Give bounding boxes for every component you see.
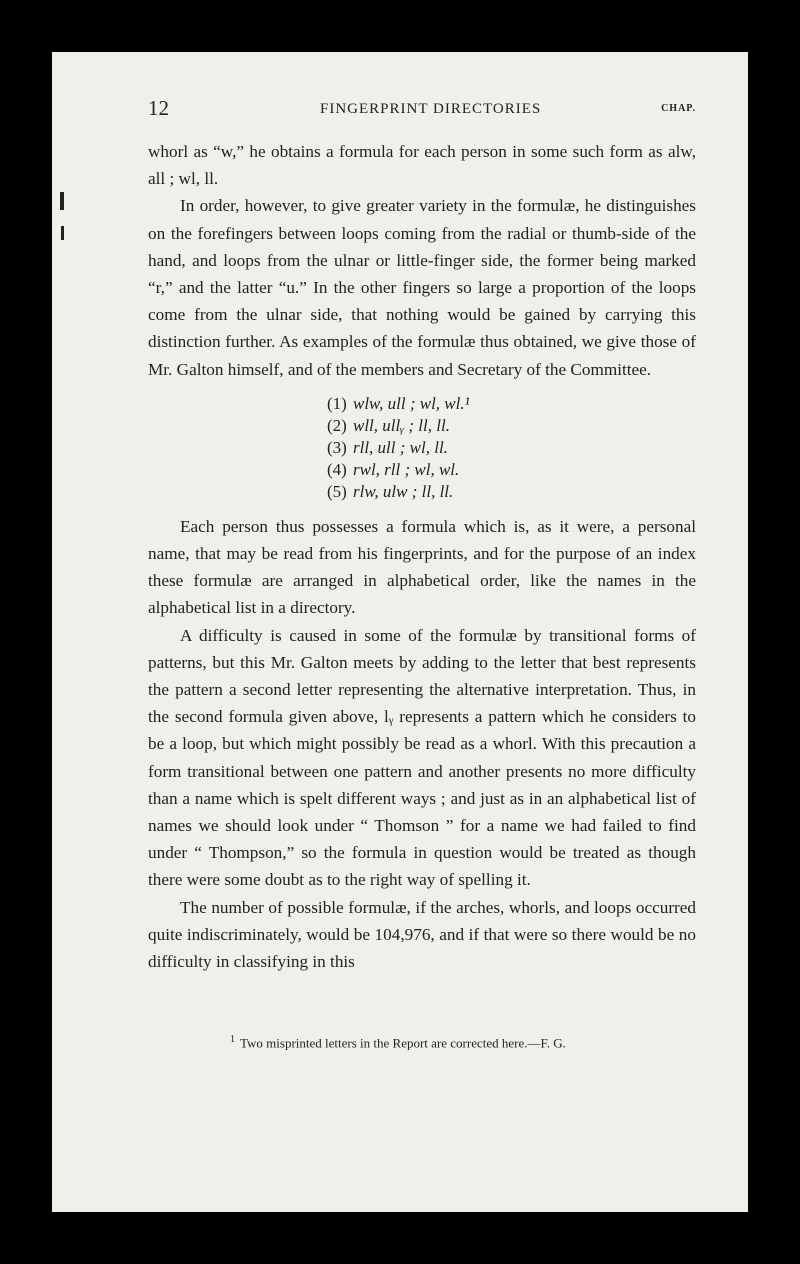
formula-item xyxy=(327,437,696,459)
margin-mark xyxy=(61,226,64,240)
body-text xyxy=(148,138,696,975)
page-header xyxy=(148,96,696,126)
paragraph: whorl as “w,” he obtains a formula for each person in some such form as alw, all ; wl, ll. xyxy=(148,142,696,189)
paragraph: In order, however, to give greater variety in the formulæ, he distinguishes on the forefingers between loops coming from the radial or thumb-side of the hand, and loops from the ulnar or little-finger side, the former being marked “r,” and the latter “u.” In the other fingers so large a proportion of the loops come from the ulnar side, that nothing would be gained by carrying this distinction further. As examples of the formulæ thus obtained, we give those of Mr. Galton himself, and of the members and Secretary of the Committee. xyxy=(148,196,696,379)
formula-number: (5) xyxy=(327,481,347,501)
formula-number: (3) xyxy=(327,437,347,457)
formula-number: (2) xyxy=(327,415,347,435)
paragraph: A difficulty is caused in some of the formulæ by transitional forms of patterns, but this Mr. Galton meets by adding to the letter that best represents the pattern a second letter representing the alternative interpretation. Thus, in the second formula given above, lᵧ represents a pattern which he considers to be a loop, but which might possibly be read as a whorl. With this precaution a form transitional between one pattern and another presents no more difficulty than a name which is spelt different ways ; and just as in an alphabetical list of names we should look under “ Thomson ” for a name we had failed to find under “ Thompson,” so the formula in question would be treated as though there were some doubt as to the right way of spelling it. xyxy=(148,625,696,890)
footnote-marker: 1 xyxy=(230,1034,235,1045)
formula-number: (4) xyxy=(327,459,347,479)
formula-expression: rwl, rll ; wl, wl. xyxy=(353,459,460,479)
formula-number: (1) xyxy=(327,393,347,413)
chapter-label: CHAP. xyxy=(661,103,696,114)
formula-item xyxy=(327,393,696,415)
formula-list xyxy=(327,393,696,503)
paragraph: Each person thus possesses a formula which is, as it were, a personal name, that may be read from his fingerprints, and for the purpose of an index these formulæ are arranged in alphabetical order, like the names in the alphabetical list in a directory. xyxy=(148,516,696,618)
formula-item xyxy=(327,459,696,481)
paragraph: The number of possible formulæ, if the arches, whorls, and loops occurred quite indiscriminately, would be 104,976, and if that were so there would be no difficulty in classifying in this xyxy=(148,897,696,972)
formula-expression: wll, ullᵧ ; ll, ll. xyxy=(353,415,450,435)
formula-item xyxy=(327,481,696,503)
margin-mark xyxy=(60,192,64,210)
formula-item xyxy=(327,415,696,437)
formula-expression: rll, ull ; wl, ll. xyxy=(353,437,448,457)
formula-expression: wlw, ull ; wl, wl.¹ xyxy=(353,393,470,413)
footnote-text: Two misprinted letters in the Report are corrected here.—F. G. xyxy=(240,1035,566,1051)
running-title: FINGERPRINT DIRECTORIES xyxy=(320,101,542,117)
formula-expression: rlw, ulw ; ll, ll. xyxy=(353,481,454,501)
page-number: 12 xyxy=(148,96,169,120)
footnote xyxy=(230,1034,690,1051)
